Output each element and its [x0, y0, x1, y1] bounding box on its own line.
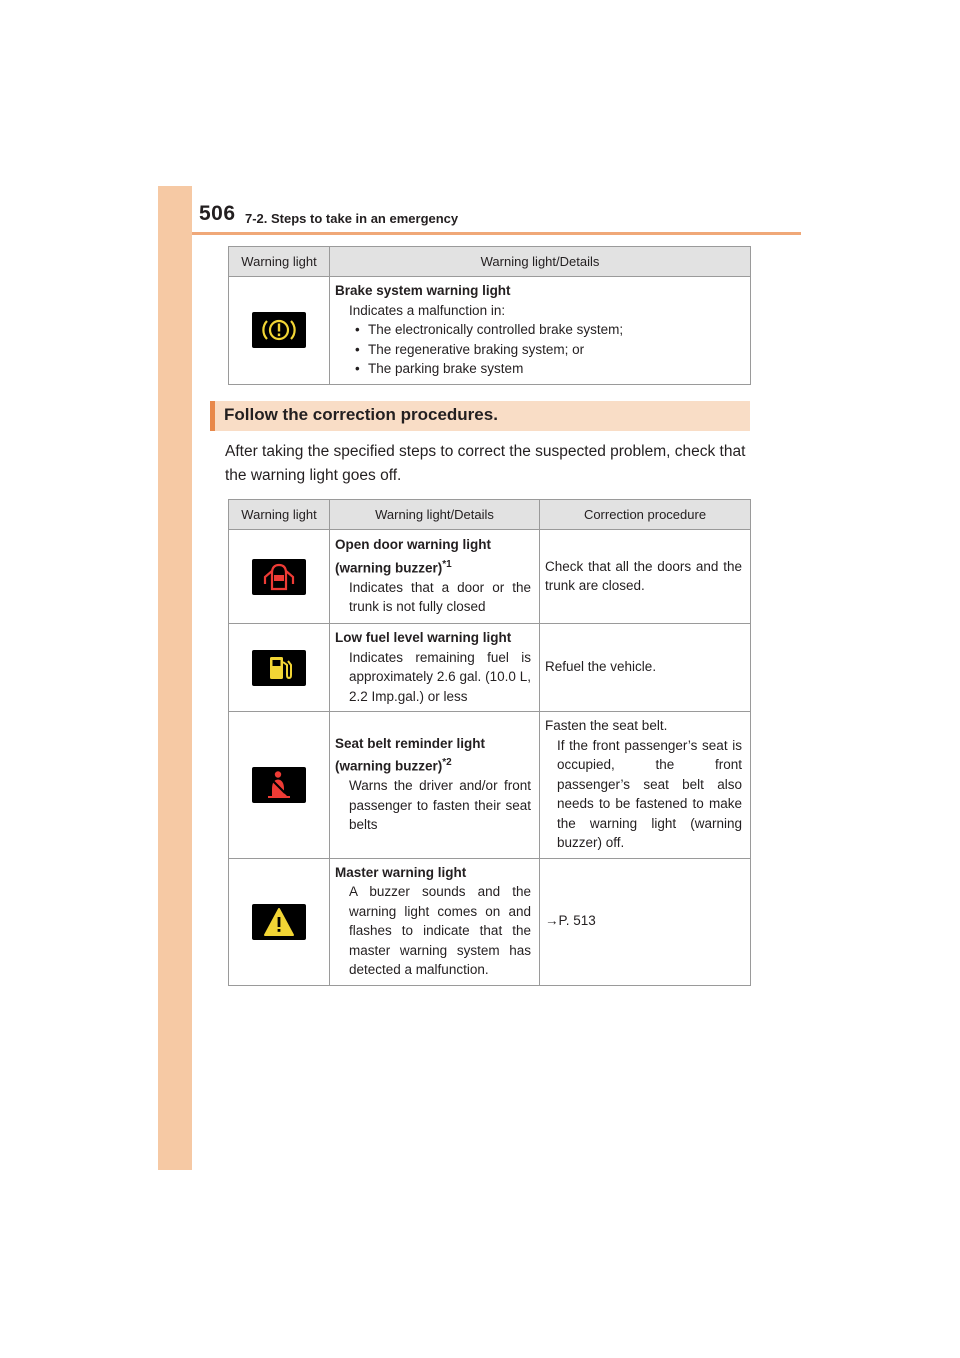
warning-description: Indicates remaining fuel is approximately 2.6 gal. (10.0 L, 2.2 Imp.gal.) or less: [349, 649, 531, 704]
column-header-warning-light: Warning light: [229, 247, 330, 277]
icon-cell: [229, 530, 330, 624]
correction-subtext: If the front passenger’s seat is occupied, the front passenger’s seat belt also needs to be fastened to make the warning light (warning buzzer) off.: [557, 737, 742, 850]
low-fuel-warning-icon: [252, 650, 306, 686]
chapter-side-band: [158, 186, 192, 1170]
seat-belt-reminder-icon: [252, 767, 306, 803]
footnote-marker: *2: [442, 757, 452, 769]
page-number: 506: [199, 202, 236, 225]
details-cell: [330, 530, 540, 624]
page-reference-link[interactable]: →P. 513: [545, 913, 596, 929]
table-row: [229, 624, 751, 712]
warning-title: Brake system warning light: [335, 283, 511, 298]
column-header-warning-light: Warning light: [229, 500, 330, 530]
header-rule: [192, 232, 801, 235]
intro-paragraph: After taking the specified steps to correct the suspected problem, check that the warning light goes off.: [225, 443, 746, 484]
list-item: • The electronically controlled brake system;: [349, 320, 742, 340]
section-title: 7-2. Steps to take in an emergency: [245, 211, 459, 226]
details-cell: [330, 858, 540, 985]
correction-cell: [540, 530, 751, 624]
warning-description: A buzzer sounds and the warning light comes on and flashes to indicate that the master warning system has detected a malfunction.: [349, 884, 531, 977]
warning-description: Indicates a malfunction in:: [349, 302, 506, 318]
details-cell: [330, 277, 751, 385]
table-header-row: [229, 500, 751, 530]
correction-cell: [540, 858, 751, 985]
details-cell: [330, 712, 540, 859]
warning-title: [335, 734, 531, 777]
correction-table: [228, 499, 751, 986]
correction-text: Refuel the vehicle.: [545, 659, 657, 675]
correction-cell: [540, 624, 751, 712]
icon-cell: [229, 277, 330, 385]
brake-warning-table: [228, 246, 751, 385]
correction-text: Fasten the seat belt.: [545, 718, 668, 733]
table-row: [229, 530, 751, 624]
column-header-details: Warning light/Details: [330, 500, 540, 530]
warning-title: Low fuel level warning light: [335, 630, 512, 645]
warning-title-text: Seat belt reminder light (warning buzzer): [335, 735, 486, 774]
table-row: [229, 858, 751, 985]
footnote-marker: *1: [442, 558, 452, 570]
column-header-details: Warning light/Details: [330, 247, 751, 277]
brake-warning-icon: [252, 312, 306, 348]
icon-cell: [229, 624, 330, 712]
correction-text: Check that all the doors and the trunk are closed.: [545, 558, 742, 593]
icon-cell: [229, 858, 330, 985]
table-row: [229, 277, 751, 385]
table-header-row: [229, 247, 751, 277]
warning-title: Master warning light: [335, 864, 467, 880]
warning-title: [335, 535, 531, 578]
warning-description: Warns the driver and/or front passenger to fasten their seat belts: [349, 778, 531, 833]
subheading-text: Follow the correction procedures.: [224, 405, 498, 424]
warning-title-text: Open door warning light (warning buzzer): [335, 537, 491, 576]
list-item: • The parking brake system: [349, 359, 742, 379]
correction-cell: [540, 712, 751, 859]
column-header-correction: Correction procedure: [540, 500, 751, 530]
bullet-list: [335, 320, 742, 379]
table-row: [229, 712, 751, 859]
open-door-warning-icon: [252, 559, 306, 595]
master-warning-icon: [252, 904, 306, 940]
details-cell: [330, 624, 540, 712]
subheading-bar: [210, 401, 750, 431]
list-item: • The regenerative braking system; or: [349, 340, 742, 360]
warning-description: Indicates that a door or the trunk is not fully closed: [349, 579, 531, 615]
icon-cell: [229, 712, 330, 859]
